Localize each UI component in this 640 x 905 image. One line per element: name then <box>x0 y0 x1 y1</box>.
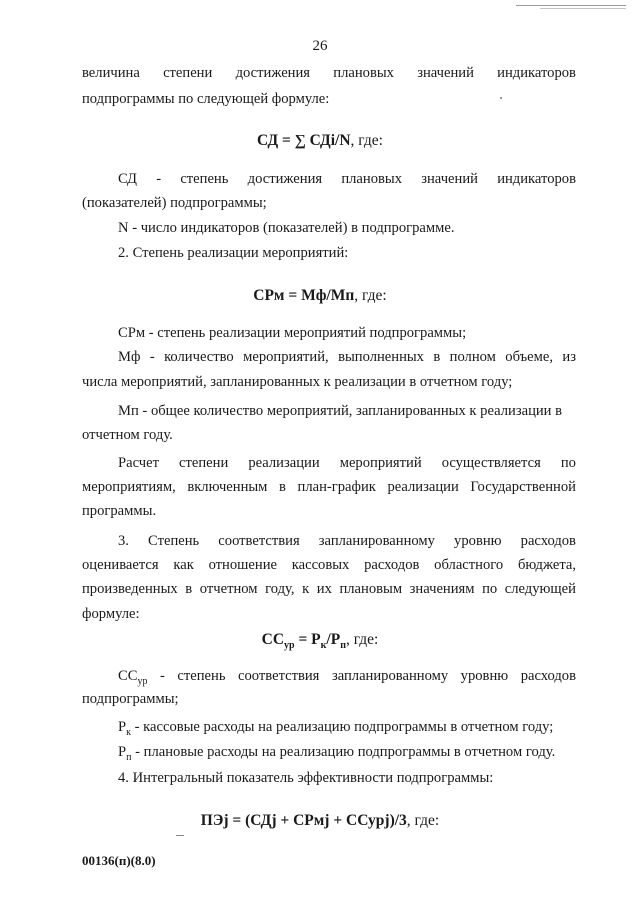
word: году, <box>265 581 295 597</box>
word: как <box>173 557 194 573</box>
rk-definition: $Р_к$ - кассовые расходы на реализацию подпрограммы в отчетном году; <box>118 719 554 738</box>
formula-srm: СРм = Мф/Мп, где: <box>253 287 387 304</box>
scan-edge-line <box>516 5 626 6</box>
section-3-line-1 <box>118 532 576 550</box>
word: из <box>562 349 576 365</box>
calc-line-3: программы. <box>82 503 157 519</box>
word: СД <box>118 171 137 187</box>
srm-definition: СРм - степень реализации мероприятий подпрограммы; <box>118 325 467 341</box>
word: достижения <box>247 171 323 187</box>
word: Государственной <box>470 479 576 495</box>
word: степень <box>180 171 229 187</box>
word: плановых <box>341 171 402 187</box>
word: выполненных <box>338 349 424 365</box>
word: полном <box>449 349 496 365</box>
word: значениям <box>409 581 475 597</box>
section-3-line-3 <box>82 580 576 598</box>
scan-speck <box>500 97 502 99</box>
word: осуществляется <box>441 455 541 471</box>
word: по <box>482 581 498 597</box>
ss-definition-line-1: $СС_{ур}$ - степень соответствия запланированному уровню расходов <box>118 667 576 691</box>
section-2-heading: 2. Степень реализации мероприятий: <box>118 245 349 261</box>
word: соответствия <box>218 533 300 549</box>
formula-pe: ПЭj = (СДj + СРмj + ССурj)/3, где: <box>200 812 440 829</box>
word: плановым <box>339 581 403 597</box>
ss-definition-dash: - <box>160 668 165 684</box>
document-code: 00136(п)(8.0) <box>82 853 156 868</box>
word: в <box>279 479 286 495</box>
section-3-line-2 <box>82 556 576 574</box>
word: отчетном <box>199 581 258 597</box>
word: реализации <box>387 479 459 495</box>
word: индикаторов <box>497 65 576 81</box>
word: Мф <box>118 349 141 365</box>
word: - <box>156 171 162 187</box>
word: запланированному <box>318 533 435 549</box>
word: 3. <box>118 533 129 549</box>
word: следующей <box>504 581 576 597</box>
word: по <box>560 455 576 471</box>
word: в <box>185 581 193 597</box>
sd-definition-line-2: (показателей) подпрограммы; <box>82 195 267 211</box>
word: в <box>433 349 441 365</box>
section-3-line-4: формуле: <box>82 606 140 622</box>
word: степени <box>179 455 229 471</box>
word: расходов <box>364 557 420 573</box>
word: значений <box>417 65 474 81</box>
word: плановых <box>333 65 394 81</box>
scan-mark <box>176 835 184 836</box>
word: - <box>149 349 155 365</box>
calc-line-1 <box>118 454 576 472</box>
intro-line-2: подпрограммы по следующей формуле: <box>82 91 330 107</box>
rp-definition: $Р_п$ - плановые расходы на реализацию подпрограммы в отчетном году. <box>118 744 556 763</box>
word: включенным <box>187 479 268 495</box>
word: расходов <box>520 533 576 549</box>
word: кассовых <box>291 557 350 573</box>
section-4-heading: 4. Интегральный показатель эффективности подпрограммы: <box>118 770 494 786</box>
word: степени <box>163 65 213 81</box>
word: областного <box>434 557 504 573</box>
mp-definition-line-2: отчетном году. <box>82 427 173 443</box>
word: уровню <box>454 533 502 549</box>
calc-line-2 <box>82 478 576 496</box>
word: величина <box>82 65 140 81</box>
intro-line-1 <box>82 64 576 82</box>
word: объеме, <box>505 349 554 365</box>
mf-definition-line-2: числа мероприятий, запланированных к реализации в отчетном году; <box>82 374 513 390</box>
page-number: 26 <box>312 38 328 54</box>
word: их <box>316 581 332 597</box>
word: Степень <box>148 533 200 549</box>
ss-definition-line-2: подпрограммы; <box>82 691 179 707</box>
word: Расчет <box>118 455 159 471</box>
word: оценивается <box>82 557 159 573</box>
scan-edge-line <box>540 8 626 9</box>
word: мероприятий <box>339 455 422 471</box>
word: реализации <box>248 455 320 471</box>
formula-sd: СД = ∑ СДi/N, где: <box>257 132 383 149</box>
word: к <box>302 581 310 597</box>
formula-ss: $СС_{ур} = Р_к/Р_п$, где: <box>261 631 379 652</box>
n-definition: N - число индикаторов (показателей) в подпрограмме. <box>118 220 455 236</box>
mf-definition-line-1 <box>118 348 576 366</box>
word: индикаторов <box>497 171 576 187</box>
word: мероприятий, <box>243 349 329 365</box>
word: план-график <box>297 479 376 495</box>
sd-definition-line-1 <box>118 170 576 188</box>
word: значений <box>421 171 478 187</box>
mp-definition-line-1: Мп - общее количество мероприятий, запланированных к реализации в <box>118 403 563 419</box>
word: отношение <box>208 557 277 573</box>
word: бюджета, <box>517 557 576 573</box>
word: мероприятиям, <box>82 479 176 495</box>
word: произведенных <box>82 581 178 597</box>
word: количество <box>164 349 234 365</box>
word: достижения <box>235 65 311 81</box>
